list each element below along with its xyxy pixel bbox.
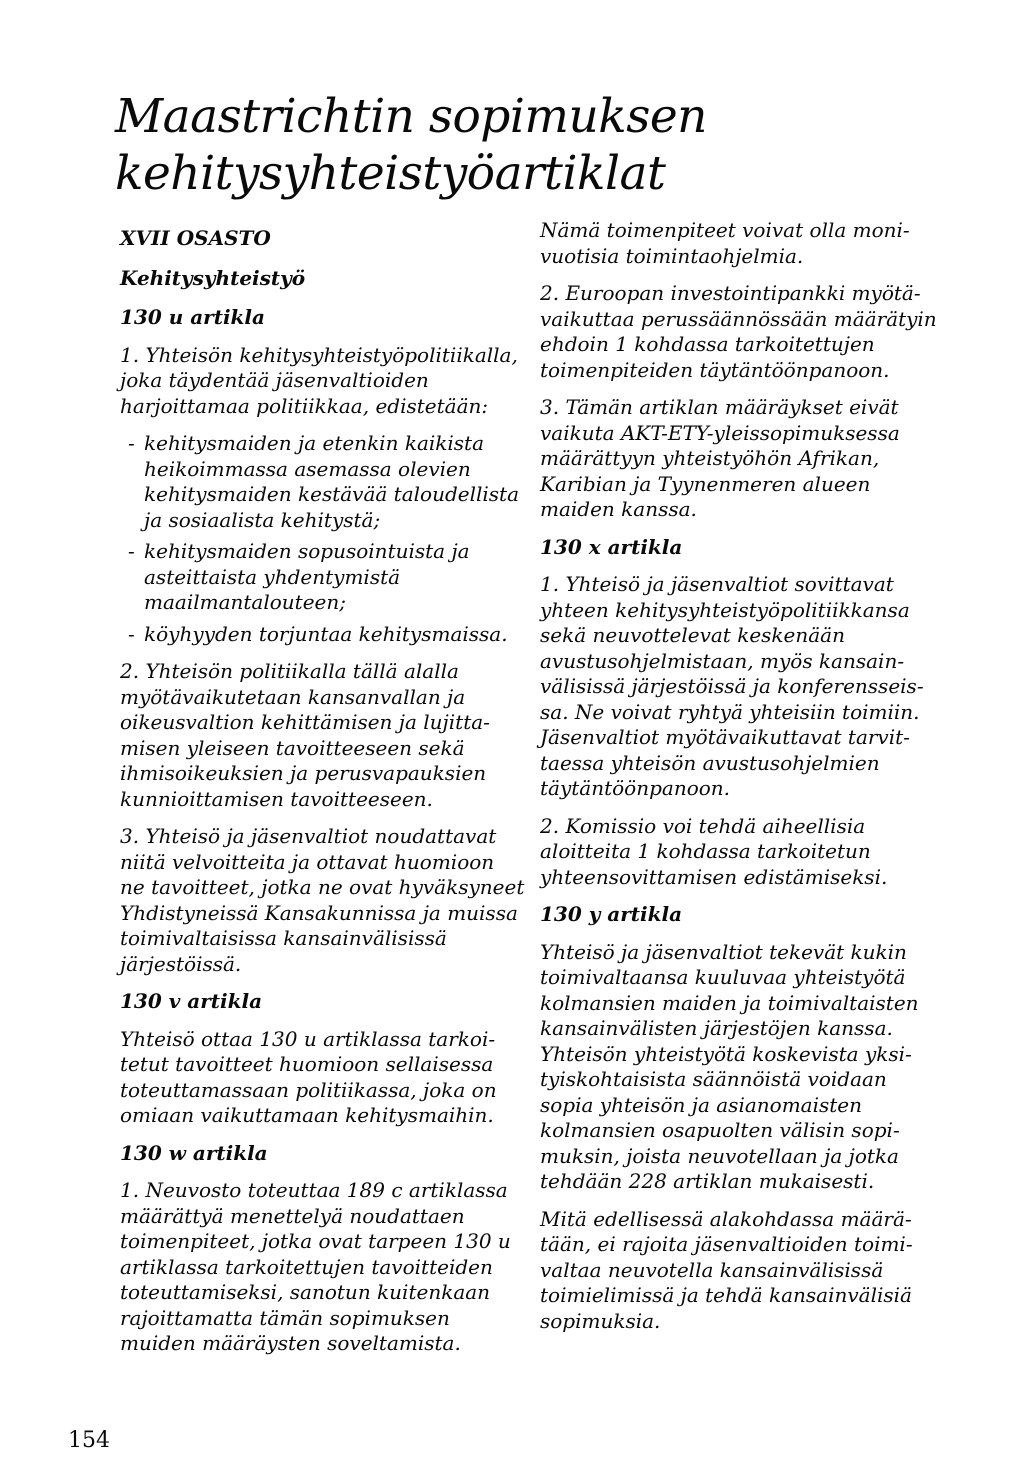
article-130w-heading: 130 w artikla	[120, 1140, 268, 1165]
article-130u-paragraph-1: 1. Yhteisön kehitysyhteistyöpolitiikalla, joka täydentää jäsenvaltioiden harjoittamaa politiikkaa, edistetään:	[120, 342, 518, 418]
article-130y-paragraph-2: Mitä edellisessä alakohdassa määrätään, ei rajoita jäsenvaltioiden toimivaltaa neuvotella kansainvälisissä toimielimissä ja tehdä kansainvälisiä sopimuksia.	[540, 1206, 913, 1333]
article-130v-heading: 130 v artikla	[120, 989, 263, 1013]
article-130w-continuation: Nämä toimenpiteet voivat olla monivuotisia toimintaohjelmia.	[540, 218, 910, 268]
article-130u-heading: 130 u artikla	[120, 305, 265, 329]
list-item: - kehitysmaiden sopusointuista ja asteittaista yhdentymistä maailmantalouteen;	[120, 539, 525, 616]
article-130v-paragraph-1: Yhteisö ottaa 130 u artiklassa tarkoitetut tavoitteet huomioon sellaisessa toteuttamassaan politiikassa, joka on omiaan vaikuttamaan kehitysmaihin.	[120, 1026, 497, 1127]
article-130x-heading: 130 x artikla	[540, 534, 683, 559]
article-130x-paragraph-2: 2. Komissio voi tehdä aiheellisia aloitteita 1 kohdassa tarkoitetun yhteensovittamisen edistämiseksi.	[540, 813, 888, 889]
article-130u-paragraph-2: 2. Yhteisön politiikalla tällä alalla myötävaikutetaan kansanvallan ja oikeusvaltion kehittämisen ja lujittamisen yleiseen tavoitteeseen sekä ihmisoikeuksien ja perusvapauksien kunnioittamisen tavoitteeseen.	[120, 659, 490, 811]
list-item: - kehitysmaiden ja etenkin kaikista heikoimmassa asemassa olevien kehitysmaiden kestävää taloudellista ja sosiaalista kehitystä;	[120, 431, 525, 533]
title-line-1: Maastrichtin sopimuksen	[115, 89, 707, 144]
article-130x-paragraph-1: 1. Yhteisö ja jäsenvaltiot sovittavat yhteen kehitysyhteistyöpolitiikkansa sekä neuvottelevat keskenään avustusohjelmistaan, myös kansainvälisissä järjestöissä ja konferensseissa. Ne voivat ryhtyä yhteisiin toimiin. Jäsenvaltiot myötävaikuttavat tarvittaessa yhteisön avustusohjelmien täytäntöönpanoon.	[540, 572, 924, 800]
chapter-heading: XVII OSASTO	[120, 226, 271, 250]
title-line-2: kehitysyhteistyöartiklat	[115, 146, 666, 202]
section-subheading: Kehitysyhteistyö	[120, 265, 306, 290]
article-130u-list	[120, 431, 525, 647]
page-title	[115, 88, 935, 203]
article-130y-heading: 130 y artikla	[540, 902, 683, 926]
article-130w-paragraph-2: 2. Euroopan investointipankki myötävaikuttaa perussäännössään määrätyin ehdoin 1 kohdassa tarkoitettujen toimenpiteiden täytäntöönpanoon.	[540, 281, 937, 382]
right-column	[540, 218, 945, 1346]
list-item: - köyhyyden torjuntaa kehitysmaissa.	[120, 622, 525, 648]
left-column	[120, 218, 525, 1369]
page-number: 154	[68, 1428, 110, 1453]
article-130y-paragraph-1: Yhteisö ja jäsenvaltiot tekevät kukin toimivaltaansa kuuluvaa yhteistyötä kolmansien maiden ja toimivaltaisten kansainvälisten järjestöjen kanssa. Yhteisön yhteistyötä koskevista yksityiskohtaisista säännöistä voidaan sopia yhteisön ja asianomaisten kolmansien osapuolten välisin sopimuksin, joista neuvotellaan ja jotka tehdään 228 artiklan mukaisesti.	[540, 939, 919, 1193]
article-130w-paragraph-3: 3. Tämän artiklan määräykset eivät vaikuta AKT-ETY-yleissopimuksessa määrättyyn yhteistyöhön Afrikan, Karibian ja Tyynenmeren alueen maiden kanssa.	[540, 395, 900, 521]
article-130u-paragraph-3: 3. Yhteisö ja jäsenvaltiot noudattavat niitä velvoitteita ja ottavat huomioon ne tavoitteet, jotka ne ovat hyväksyneet Yhdistyneissä Kansakunnissa ja muissa toimivaltaisissa kansainvälisissä järjestöissä.	[120, 824, 525, 976]
article-130w-paragraph-1: 1. Neuvosto toteuttaa 189 c artiklassa määrättyä menettelyä noudattaen toimenpiteet, jotka ovat tarpeen 130 u artiklassa tarkoitettujen tavoitteiden toteuttamiseksi, sanotun kuitenkaan rajoittamatta tämän sopimuksen muiden määräysten soveltamista.	[120, 1178, 511, 1355]
